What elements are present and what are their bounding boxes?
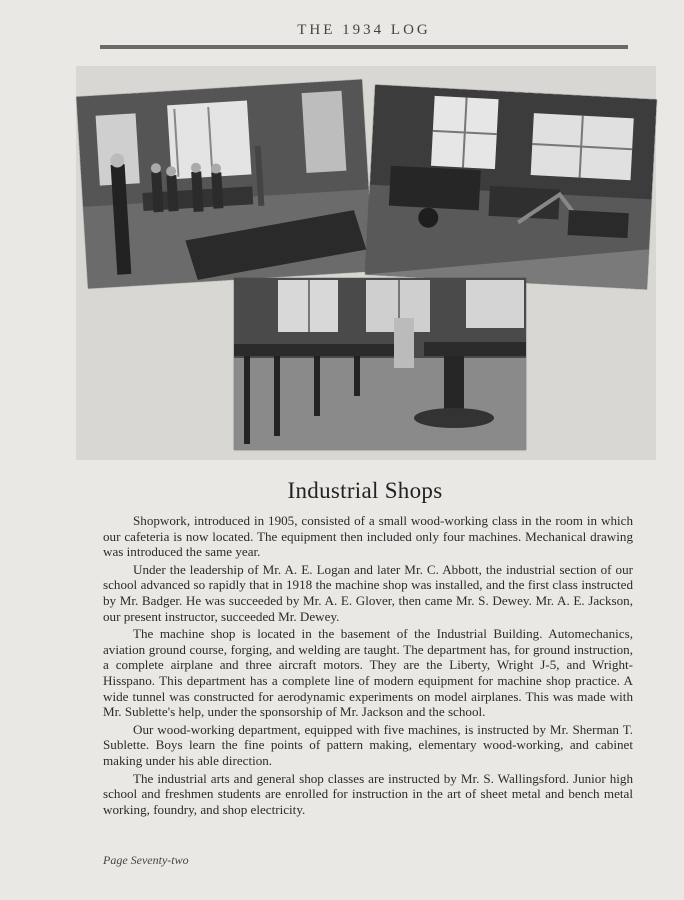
paragraph: Shopwork, introduced in 1905, consisted of a small wood-working class in the room in which our cafeteria is now located. The equipment then included only four machines. Mechanical drawing was introduced the same year. [103, 513, 633, 560]
header-rule [100, 45, 628, 49]
article-body [103, 513, 633, 819]
running-head: THE 1934 LOG [297, 22, 431, 38]
paragraph: Our wood-working department, equipped with five machines, is instructed by Mr. Sherman T. Sublette. Boys learn the fine points of pattern making, elementary wood-working, and cabinet making under his able direction. [103, 721, 633, 768]
article-title: Industrial Shops [287, 478, 443, 503]
page-number: Page Seventy-two [103, 853, 189, 867]
photo-wood-shop [234, 278, 526, 450]
photo-shop-class [76, 79, 373, 288]
paragraph: Under the leadership of Mr. A. E. Logan and later Mr. C. Abbott, the industrial section of our school advanced so rapidly that in 1918 the machine shop was installed, and the first class instructed by Mr. Badger. He was succeeded by Mr. A. E. Glover, then came Mr. S. Dewey. Mr. A. E. Jackson, our present instructor, succeeded Mr. Dewey. [103, 561, 633, 624]
photo-machine-shop [365, 85, 657, 289]
paragraph: The machine shop is located in the basement of the Industrial Building. Automechanics, aviation ground course, forging, and welding are taught. The department has, for ground instruction, a complete airplane and three aircraft motors. They are the Liberty, Wright J-5, and Wright-Hisspano. This department has a complete line of modern equipment for machine shop practice. A wide tunnel was constructed for aerodynamic experiments on model airplanes. This was made with Mr. Sublette's help, under the sponsorship of Mr. Jackson and the school. [103, 626, 633, 720]
paragraph: The industrial arts and general shop classes are instructed by Mr. S. Wallingsford. Junior high school and freshmen students are enrolled for instruction in the art of sheet metal and bench metal working, foundry, and shop electricity. [103, 770, 633, 817]
